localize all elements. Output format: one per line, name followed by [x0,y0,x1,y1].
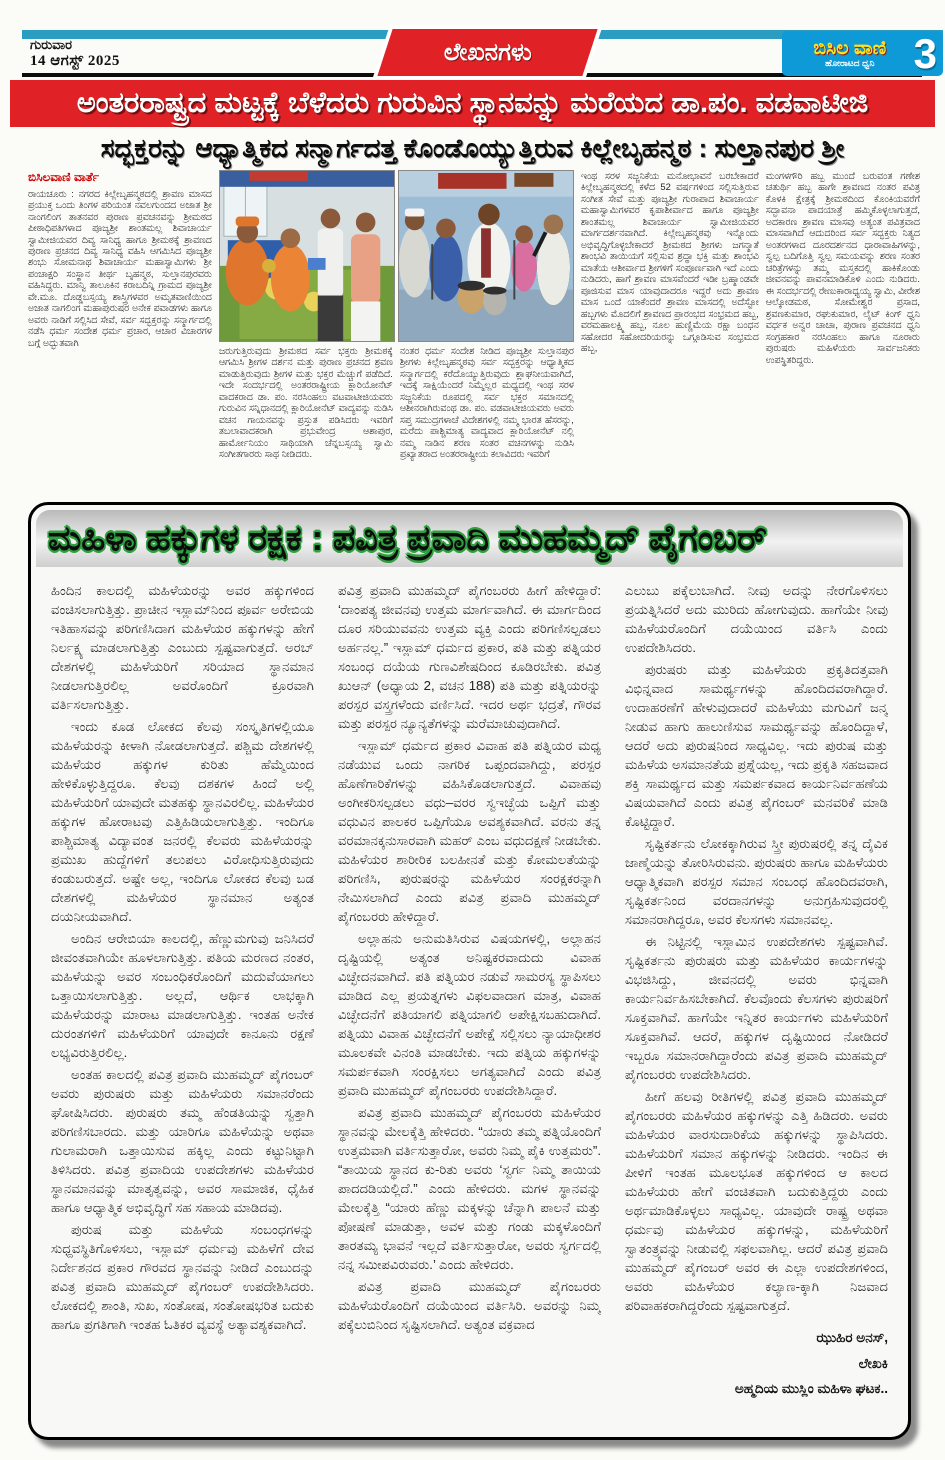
article2-col2-para: ಇಸ್ಲಾಮ್ ಧರ್ಮದ ಪ್ರಕಾರ ವಿವಾಹ ಪತಿ ಪತ್ನಿಯರ ಮಧ್ಯ ನಡೆಯುವ ಒಂದು ನಾಗರಿಕ ಒಪ್ಪಂದವಾಗಿದ್ದು, ಪರಸ್ಪರ ಹೊಣೆಗಾರಿಕೆಗಳನ್ನು ವಹಿಸಿಕೊಡಲಾಗುತ್ತದೆ. ವಿವಾಹವು ಅಂಗೀಕರಿಸಲ್ಪಡಲು ವಧು–ವರರ ಸ್ವಇಚ್ಛೆಯ ಒಪ್ಪಿಗೆ ಮತ್ತು ವಧುವಿನ ಪಾಲಕರ ಒಪ್ಪಿಗೆಯೂ ಅವಶ್ಯಕವಾಗಿದೆ. ವರನು ತನ್ನ ವರಮಾನಕ್ಕನುಸಾರವಾಗಿ ಮಹರ್ ಎಂಬ ವಧುದಕ್ಷಣೆ ನೀಡಬೇಕು. ಮಹಿಳೆಯರ ಶಾರೀರಿಕ ಬಲಹೀನತೆ ಮತ್ತು ಕೋಮಲತೆಯನ್ನು ಪರಿಗಣಿಸಿ, ಪುರುಷರನ್ನು ಮಹಿಳೆಯರ ಸಂರಕ್ಷಕರನ್ನಾಗಿ ನೇಮಿಸಲಾಗಿದೆ ಎಂದು ಪವಿತ್ರ ಪ್ರವಾದಿ ಮುಹಮ್ಮದ್ ಪೈಗಂಬರರು ಹೇಳಿದ್ದಾರೆ. [338,738,601,924]
article1-column-1-text: ರಾಯಚೂರು : ನಗರದ ಕಿಲ್ಲೇಬೃಹನ್ಮಠದಲ್ಲಿ ಶ್ರಾವಣ ಮಾಸದ ಪ್ರಯುಕ್ತ ಒಂದು ತಿಂಗಳ ಪರಿಯಂತ ನವಲಗುಂದದ ಅಜಾತ ಶ್ರೀ ನಾಂಗಲಿಂಗ ತಾತನವರ ಪುರಾಣ ಪ್ರವಚನವನ್ನು ಶ್ರೀಮಠದ ಪೀಠಾಧಿಪತಿಗಳಾದ ಪೂಜ್ಯಶ್ರೀ ಶಾಂತಮಲ್ಲ ಶಿವಾಚಾರ್ಯ ಸ್ವಾಮೀಜಿಯವರ ದಿವ್ಯ ಸಾನಿಧ್ಯ ಹಾಗೂ ಶ್ರೀಮಠಕ್ಕೆ ಶ್ರಾವಣದ ಪುರಾಣ ಪ್ರಚನದ ದಿವ್ಯ ಸಾನಿಧ್ಯ ವಹಿಸಿ ಆಗಮಿಸಿದ ಪೂಜ್ಯಶ್ರೀ ಶಂಭು ಸೋಮನಾಥ ಶಿವಾಚಾರ್ಯ ಮಹಾಸ್ವಾಮಿಗಳು ಶ್ರೀ ಪಂಚಾಕ್ಷರಿ ಸಂಸ್ಥಾನ ತೀರ್ಥ ಬೃಹನ್ಮಠ, ಸುಲ್ತಾನಪುರವರು ವಹಿಸಿದ್ದರು. ಮಾನ್ವಿ ತಾಲೂಕಿನ ಕರಾಬದಿನ್ನಿ ಗ್ರಾಮದ ಪೂಜ್ಯಶ್ರೀ ವೇ.ಮೂ. ದೊಡ್ಡಬಸ್ಸಯ್ಯ ಶಾಸ್ತ್ರಿಗಳವರ ಅಮೃತವಾಣಿಯಿಂದ ಅಜಾತ ನಾಗಲಿಂಗ ಮಹಾಪುರುಷರ ಅನೇಕ ಪವಾಡಗಳು ಹಾಗೂ ಅವರು ನಾಡಿಗೆ ಸಲ್ಲಿಸಿದ ಸೇವೆ, ಸರ್ವ ಸದ್ಭಕ್ತರನ್ನು ಸನ್ಮಾರ್ಗದಲ್ಲಿ ನಡೆಸಿ ಧರ್ಮ ಸಂದೇಶ ಧರ್ಮ ಪ್ರಚಾರ, ಆಚಾರ ವಿಚಾರಗಳ ಬಗ್ಗೆ ಅದ್ಭುತವಾಗಿ [28,187,212,348]
article2-signature [625,1325,888,1402]
article1-headline: ಅಂತರರಾಷ್ಟ್ರದ ಮಟ್ಟಕ್ಕೆ ಬೆಳೆದರು ಗುರುವಿನ ಸ್ಥಾನವನ್ನು ಮರೆಯದ ಡಾ.ಪಂ. ವಡವಾಟೀಜಿ [76,87,869,119]
article1-column-1 [28,170,212,492]
article1-column-2-text: ಜರುಗುತ್ತಿರುವುದು ಶ್ರೀಮಠದ ಸರ್ವ ಭಕ್ತರು ಶ್ರೀಮಠಕ್ಕೆ ಆಗಮಿಸಿ ಶ್ರೀಗಳ ದರ್ಶನ ಮತ್ತು ಪುರಾಣ ಪ್ರಚನದ ಶ್ರವಣ ಮಾಡುತ್ತಿರುವುದು ಶ್ರೀಗಳ ಮತ್ತು ಭಕ್ತರ ಮೆಚ್ಚುಗೆ ಪಡೆದಿದೆ. ಇದೇ ಸಂದರ್ಭದಲ್ಲಿ ಅಂತರರಾಷ್ಟ್ರೀಯ ಕ್ಲಾರಿಯೋನೆಟ್ ವಾದಕರಾದ ಡಾ. ಪಂ. ನರಸಿಂಹಲು ವಟವಾಟೀಜಿಯವರು ಗುರುವಿನ ಸನ್ನಿಧಾನದಲ್ಲಿ ಕ್ಲಾರಿಯೋನೆಟ್ ವಾದ್ಯವನ್ನು ನುಡಿಸಿ ವಚನ ಗಾಯನವನ್ನು ಪ್ರಸ್ತುತ ಪಡಿಸಿದರು ಇವರಿಗೆ ತಬಲಾವಾದಕರಾಗಿ ಪ್ರಭುವೇಂದ್ರ ಆಶಾಪುರ, ಹಾರ್ಮೋನಿಯಂ ಸಾಥಿಯಾಗಿ ಚೆನ್ನಬಸ್ಸಯ್ಯ ಸ್ವಾಮಿ ಸಂಗೀತಗಾರರು ಸಾಥ ನೀಡಿದರು. [218,345,393,460]
signature-role: ಲೇಖಕಿ [858,1355,888,1371]
article1-column-3-text: ನಂತರ ಧರ್ಮ ಸಂದೇಶ ನೀಡಿದ ಪೂಜ್ಯಶ್ರೀ ಸುಲ್ತಾನಪುರ ಶ್ರೀಗಳು ಕಿಲ್ಲೇಬೃಹನ್ಮಠವು ಸರ್ವ ಸದ್ಭಕ್ತರನ್ನು ಆಧ್ಯಾತ್ಮಿಕದ ಸನ್ಮಾರ್ಗದಲ್ಲಿ ಕರೆದೊಯ್ಯುತ್ತಿರುವುದು ಶ್ಲಾಘನೀಯವಾಗಿದೆ, ಇದಕ್ಕೆ ಸಾಕ್ಷಿಯೆಂದರೆ ನಿಮ್ಮೆಲ್ಲರ ಮಧ್ಯದಲ್ಲಿ ಇಂಥ ಸರಳ ಸಜ್ಜನಿಕೆಯ ರೂಪದಲ್ಲಿ ಸರ್ವ ಭಕ್ತರ ಸಮಾನದಲ್ಲಿ ಆಶೀನರಾಗಿರುವಂಥ ಡಾ. ಪಂ. ವಡವಾಟೀಜಿಯವರು ಅವರು ಸಪ್ತ ಸಮುದ್ರಗಳಾಚೆ ವಿದೇಶಗಳಲ್ಲಿ ನಮ್ಮ ಭಾರತ ಹೆಸರನ್ನು, ಮರೆದು ಪಾಶ್ಚಿಮಾತ್ಯ ವಾದ್ಯವಾದ ಕ್ಲಾರಿಯೋನೆಟ್ ನಲ್ಲಿ ನಮ್ಮ ನಾಡಿನ ಶರಣ ಸಂತರ ವಚನಗಳನ್ನು ನುಡಿಸಿ ಪ್ರಖ್ಯಾತರಾದ ಅಂತರರಾಷ್ಟ್ರೀಯ ಕಲಾವಿದರು ಇವರಿಗೆ [399,345,574,460]
article1-column-5-text: ಮಂಗಳಗೌರಿ ಹಬ್ಬ ಮುಂದೆ ಬರುವಂತ ಗಣೇಶ ಚತುರ್ಥಿ ಹಬ್ಬ ಹಾಗೇ ಶ್ರಾವಣದ ನಂತರ ಪವಿತ್ರ ಕೊಳಕಿ ಕ್ಷೇತ್ರಕ್ಕೆ ಶ್ರೀಮಠದಿಂದ ಕೊಂಕಿಯವರೆಗೆ ಸದ್ಭಾವನಾ ಪಾದಯಾತ್ರೆ ಹಮ್ಮಿಕೊಳ್ಳಲಾಗುತ್ತದೆ, ಅದಕಾರಣ ಶ್ರಾವಣ ಮಾಸವು ಅತ್ಯಂತ ಪವಿತ್ರವಾದ ಮಾಸವಾಗಿದೆ ಆದುದರಿಂದ ಸರ್ವ ಸದ್ಭಕ್ತರು ನಿತ್ಯದ ಅಂತರಗಳಾದ ದೂರದರ್ಶನದ ಧಾರಾವಾಹಿಗಳನ್ನು, ಸ್ವಲ್ಪ ಬದಿಗೊತ್ತಿ ಸ್ವಲ್ಪ ಸಮಯವನ್ನು ಶರಣ ಸಂತರ ಚರಿತ್ರೆಗಳನ್ನು ತಮ್ಮ ಮಸ್ತಕದಲ್ಲಿ ಹಾಕಿಕೊಂಡು ಜೀವನವನ್ನು ಪಾವನಮಾಡಿಕೊಳಿ ಎಂದು ನುಡಿದರು. ಈ ಸಂದರ್ಭದಲ್ಲಿ ರೇಣುಕಾರಾಧ್ಯಯ್ಯ ಸ್ವಾಮಿ, ವೀರೇಶ ಆಲ್ಕೋಡಮಠ, ಸೋಮೇಶ್ವರ ಪ್ರಸಾದ, ಶ್ರವಣಕುಮಾರ, ರಘುಕುಮಾರ, ಲೈಟ್ ಕಿಂಗ್ ಧ್ವನಿ ವರ್ಧಕ ಅನ್ವರ ಚಾಚಾ, ಪುರಾಣ ಪ್ರವಚನದ ಧ್ವನಿ ಸಂಗ್ರಹಕಾರ ನರಸಿಂಹಲು ಹಾಗೂ ನೂರಾರು ಪುರುಷರು ಮಹಿಳೆಯರು ಸಾರ್ವಜನಿಕರು ಉಪಸ್ಥಿತರಿದ್ದರು. [765,170,920,365]
article2-column-3 [625,581,888,1421]
article2-col2-para: ಪವಿತ್ರ ಪ್ರವಾದಿ ಮುಹಮ್ಮದ್ ಪೈಗಂಬರರು ಮಹಿಳೆಯರೊಂದಿಗೆ ದಯೆಯಿಂದ ವರ್ತಿಸಿರಿ. ಅವರನ್ನು ನಿಮ್ಮ ಪಕ್ಕೆಲುಬಿನಿಂದ ಸೃಷ್ಟಿಸಲಾಗಿದೆ. ಅತ್ಯಂತ ವಕ್ರವಾದ [338,1279,601,1332]
weekday-label: ಗುರುವಾರ [30,37,72,52]
masthead-tagline: ಹೋರಾಟದ ಧ್ವನಿ [825,57,875,68]
article2-col2-para: ಅಲ್ಲಾಹನು ಅನುಮತಿಸಿರುವ ವಿಷಯಗಳಲ್ಲಿ, ಅಲ್ಲಾಹನ ದೃಷ್ಟಿಯಲ್ಲಿ ಅತ್ಯಂತ ಅನಿಷ್ಟಕರವಾದುದು ವಿವಾಹ ವಿಚ್ಛೇದನವಾಗಿದೆ. ಪತಿ ಪತ್ನಿಯರ ನಡುವೆ ಸಾಮರಸ್ಯ ಸ್ಥಾಪಿಸಲು ಮಾಡಿದ ಎಲ್ಲ ಪ್ರಯತ್ನಗಳು ವಿಫಲವಾದಾಗ ಮಾತ್ರ, ವಿವಾಹ ವಿಚ್ಛೇದನೆಗೆ ಪತಿಯಾಗಲಿ ಪತ್ನಿಯಾಗಲಿ ಅಪೇಕ್ಷಿಸಬಹುದಾಗಿದೆ. ಪತ್ನಿಯು ವಿವಾಹ ವಿಚ್ಛೇದನೆಗೆ ಅಪೇಕ್ಷೆ ಸಲ್ಲಿಸಲು ನ್ಯಾಯಾಧೀಶರ ಮೂಲಕವೇ ವಿನಂತಿ ಮಾಡಬೇಕು. ಇದು ಪತ್ನಿಯ ಹಕ್ಕುಗಳನ್ನು ಸಮರ್ಪಕವಾಗಿ ಸಂರಕ್ಷಿಸಲು ಅಗತ್ಯವಾಗಿದೆ ಎಂದು ಪವಿತ್ರ ಪ್ರವಾದಿ ಮುಹಮ್ಮದ್ ಪೈಗಂಬರರು ಉಪದೇಶಿಸಿದ್ದಾರೆ. [338,931,601,1098]
article1-middle [219,170,574,492]
article1-subheadline-row [14,129,931,169]
article2-col1-para: ಪುರುಷ ಮತ್ತು ಮಹಿಳೆಯ ಸಂಬಂಧಗಳನ್ನು ಸುಧ್ದವಸ್ಥಿತಿಗೊಳಿಸಲು, ಇಸ್ಲಾಮ್ ಧರ್ಮವು ಮಹಿಳೆಗೆ ದೇವ ನಿರ್ದೇಶನದ ಪ್ರಕಾರ ಗೌರವದ ಸ್ಥಾನವನ್ನು ನೀಡಿದೆ ಎಂಬುದನ್ನು ಪವಿತ್ರ ಪ್ರವಾದಿ ಮುಹಮ್ಮದ್ ಪೈಗಂಬರ್ ಉಪದೇಶಿಸಿದರು. ಲೋಕದಲ್ಲಿ ಶಾಂತಿ, ಸುಖ, ಸಂತೋಷ, ಸಂತೋಷಭರಿತ ಬದುಕು ಹಾಗೂ ಪ್ರಗತಿಗಾಗಿ ಇಂತಹ ಓತಿಕರ ವ್ಯವಸ್ಥೆ ಅತ್ಯಾವಶ್ಯಕವಾಗಿದೆ. [51,1222,314,1332]
photo-book-presentation [219,170,395,342]
article2-col1-para: ಹಿಂದಿನ ಕಾಲದಲ್ಲಿ ಮಹಿಳೆಯರನ್ನು ಅವರ ಹಕ್ಕುಗಳಿಂದ ವಂಚಿಸಲಾಗುತ್ತಿತ್ತು. ಪ್ರಾಚೀನ ಇಸ್ಲಾಮ್‌ನಿಂದ ಪೂರ್ವ ಅರೇಬಿಯ ಇತಿಹಾಸವನ್ನು ಪರಿಗಣಿಸಿದಾಗ ಮಹಿಳೆಯರ ಹಕ್ಕುಗಳನ್ನು ಹೇಗೆ ನಿರ್ಲಕ್ಷ್ಯ ಮಾಡಲಾಗುತ್ತಿತ್ತು ಎಂಬುದು ಸ್ಪಷ್ಟವಾಗುತ್ತದೆ. ಅರಬ್ ದೇಶಗಳಲ್ಲಿ ಮಹಿಳೆಯರಿಗೆ ಸರಿಯಾದ ಸ್ಥಾನಮಾನ ನೀಡಲಾಗುತ್ತಿರಲಿಲ್ಲ ಅವರೊಂದಿಗೆ ಕ್ರೂರವಾಗಿ ವರ್ತಿಸಲಾಗುತ್ತಿತ್ತು. [51,583,314,712]
article2-col3-para: ಎಲುಬು ಪಕ್ಕೆಲುಬಾಗಿದೆ. ನೀವು ಅದನ್ನು ನೇರಗೊಳಿಸಲು ಪ್ರಯತ್ನಿಸಿದರೆ ಅದು ಮುರಿದು ಹೋಗುವುದು. ಹಾಗೆಯೇ ನೀವು ಮಹಿಳೆಯರೊಂದಿಗೆ ದಯೆಯಿಂದ ವರ್ತಿಸಿ ಎಂದು ಉಪದೇಶಿಸಿದರು. [625,583,888,655]
article1-body [28,170,920,492]
date-label: 14 ಆಗಸ್ಟ್ 2025 [30,52,120,69]
article2-col2-para: ಪವಿತ್ರ ಪ್ರವಾದಿ ಮುಹಮ್ಮದ್ ಪೈಗಂಬರರು ಹೀಗೆ ಹೇಳಿದ್ದಾರೆ: ‘ದಾಂಪತ್ಯ ಜೀವನವು ಉತ್ತಮ ಮಾರ್ಗವಾಗಿದೆ. ಈ ಮಾರ್ಗದಿಂದ ದೂರ ಸರಿಯುವವನು ಉತ್ತಮ ವ್ಯಕ್ತಿ ಎಂದು ಪರಿಗಣಿಸಲ್ಪಡಲು ಅರ್ಹನಲ್ಲ.” ಇಸ್ಲಾಮ್ ಧರ್ಮದ ಪ್ರಕಾರ, ಪತಿ ಮತ್ತು ಪತ್ನಿಯರ ಸಂಬಂಧ ದಯೆಯ ಗುಣವಿಶೇಷದಿಂದ ಕೂಡಿರಬೇಕು. ಪವಿತ್ರ ಖುಆನ್ (ಅಧ್ಯಾಯ 2, ವಚನ 188) ಪತಿ ಮತ್ತು ಪತ್ನಿಯರನ್ನು ಪರಸ್ಪರ ವಸ್ತ್ರಗಳೆಂದು ವರ್ಣಿಸಿದೆ. ಇದರ ಅರ್ಥ ಭದ್ರತೆ, ಗೌರವ ಮತ್ತು ಪರಸ್ಪರ ನ್ಯೂನ್ಯತೆಗಳನ್ನು ಮರೆಮಾಚುವುದಾಗಿದೆ. [338,583,601,731]
article1-headline-bar [10,80,935,127]
section-banner-label: ಲೇಖನಗಳು [443,38,532,66]
article1-column-4-text: ಇಂಥ ಸರಳ ಸಜ್ಜನಿಕೆಯ ಮನೋಭಾವನೆ ಬರಬೇಕಾದರೆ ಕಿಲ್ಲೇಬೃಹನ್ಮಠದಲ್ಲಿ ಕಳೆದ 52 ವರ್ಷಗಳಿಂದ ಸಲ್ಲಿಸುತ್ತಿರುವ ಸಂಗೀತ ಸೇವೆ ಮತ್ತು ಪೂಜ್ಯಶ್ರೀ ಗುರಾಪಾದ ಶಿವಾಚಾರ್ಯ ಮಹಾಸ್ವಾಮಿಗಳವರ ಕೃಪಾಶೀರ್ವಾದ ಹಾಗೂ ಪೂಜ್ಯಶ್ರೀ ಶಾಂತಮಲ್ಲ ಶಿವಾಚಾರ್ಯ ಸ್ವಾಮೀಜಿಯವರ ಮಾರ್ಗದರ್ಶನವಾಗಿದೆ. ಕಿಲ್ಲೇಬೃಹನ್ಮಠವು ಇನ್ನೊಂದು ಅಭಿವೃದ್ಧಿಗೊಳ್ಳಬೇಕಾದರೆ ಶ್ರೀಮಠದ ಶ್ರೀಗಳು ಜಗನ್ಮಾತೆ ಶಾಂಭವಿ ತಾಯಿಯಗೆ ಸಲ್ಲಿಸುವ ಶ್ರದ್ಧಾ ಭಕ್ತಿ ಮತ್ತು ಶಾಂಭವಿ ಮಾತೆಯ ಆಶೀರ್ವಾದ ಶ್ರೀಗಳಿಗೆ ಸಂಪೂರ್ಣವಾಗಿ ಇದೆ ಎಂದು ನುಡಿದರು, ಹಾಗೆ ಶ್ರಾವಣ ಮಾಸವೆಂದರೆ ಇಡೀ ಬ್ರಹ್ಮಾಂಡವೇ ಪೂಜಿಸುವ ಮಾಸ ಯಾವುದಾದರೂ ಇದ್ದರೆ ಅದು ಶ್ರಾವಣ ಮಾಸ ಒಂದೆ ಯಾಕೆಂದರೆ ಶ್ರಾವಣ ಮಾಸದಲ್ಲಿ ಅದೆಸ್ಟೋ ಹಬ್ಬಗಳು ಮೊದಲಿಗೆ ಶ್ರಾವಣದ ಪ್ರಾರಂಭದ ಸಂಭ್ರಮದ ಹಬ್ಬ, ವರಮಹಾಲಕ್ಷ್ಮಿ ಹಬ್ಬ, ನೂಲ ಹುಣ್ಣಿಮೆಯ ರಕ್ಷಾ ಬಂಧನ ಸಹೋದರ ಸಹೋದರಿಯರನ್ನು ಒಗ್ಗೂಡಿಸುವ ಸಂಭ್ರಮದ ಹಬ್ಬ, [580,170,759,354]
photo-musicians [398,170,574,342]
article1-photos [219,170,574,342]
article2-col3-para: ಹೀಗೆ ಹಲವು ರೀತಿಗಳಲ್ಲಿ ಪವಿತ್ರ ಪ್ರವಾದಿ ಮುಹಮ್ಮದ್ ಪೈಗಂಬರರು ಮಹಿಳೆಯರ ಹಕ್ಕುಗಳನ್ನು ಎತ್ತಿ ಹಿಡಿದರು. ಅವರು ಮಹಿಳೆಯರ ವಾರಸುದಾರಿಕೆಯ ಹಕ್ಕುಗಳನ್ನು ಸ್ಥಾಪಿಸಿದರು. ಮಹಿಳೆಯರಿಗೆ ಸಮಾನ ಹಕ್ಕುಗಳನ್ನು ನೀಡಿದರು. ಇಂದಿನ ಈ ಪೀಳಿಗೆ ಇಂತಹ ಮೂಲಭೂತ ಹಕ್ಕುಗಳಿಂದ ಆ ಕಾಲದ ಮಹಿಳೆಯರು ಹೇಗೆ ವಂಚಿತವಾಗಿ ಬದುಕುತ್ತಿದ್ದರು ಎಂದು ಅರ್ಥಮಾಡಿಕೊಳ್ಳಲು ಸಾಧ್ಯವಿಲ್ಲ. ಯಾವುದೇ ರಾಷ್ಟ್ರ ಅಥವಾ ಧರ್ಮವು ಮಹಿಳೆಯರ ಹಕ್ಕುಗಳನ್ನು, ಮಹಿಳೆಯರಿಗೆ ಸ್ವಾತಂತ್ರ್ಯವನ್ನು ನೀಡುವಲ್ಲಿ ಸಫಲವಾಗಿಲ್ಲ. ಆದರೆ ಪವಿತ್ರ ಪ್ರವಾದಿ ಮುಹಮ್ಮದ್ ಪೈಗಂಬರ್ ಅವರ ಈ ಎಲ್ಲಾ ಉಪದೇಶಗಳಿಂದ, ಅವರು ಮಹಿಳೆಯರ ಕಲ್ಯಾಣ-ಕ್ಕಾಗಿ ನಿಜವಾದ ಪರಿವಾಹಕರಾಗಿದ್ದರೆಂದು ಸ್ಪಷ್ಟವಾಗುತ್ತದೆ. [625,1089,888,1313]
date-block [30,38,120,70]
signature-name: ಝುಹಿರ ಅನಸ್, [816,1330,888,1345]
article1-byline: ಬಿಸಿಲವಾಣಿ ವಾರ್ತೆ [28,170,99,184]
article2-col3-para: ಪುರುಷರು ಮತ್ತು ಮಹಿಳೆಯರು ಪ್ರಕೃತಿದತ್ತವಾಗಿ ವಿಭಿನ್ನವಾದ ಸಾಮರ್ಥ್ಯಗಳನ್ನು ಹೊಂದಿದವರಾಗಿದ್ದಾರೆ. ಉದಾಹರಣೆಗೆ ಹೇಳುವುದಾದರೆ ಮಹಿಳೆಯು ಮಗುವಿಗೆ ಜನ್ಮ ನೀಡುವ ಹಾಗು ಹಾಲುಣಿಸುವ ಸಾಮರ್ಥ್ಯವನ್ನು ಹೊಂದಿದ್ದಾಳೆ, ಆದರೆ ಅದು ಪುರುಷನಿಂದ ಸಾಧ್ಯವಿಲ್ಲ. ಇದು ಪುರುಷ ಮತ್ತು ಮಹಿಳೆಯ ಅಸಮಾನತೆಯ ಪ್ರಶ್ನೆಯಲ್ಲ, ಇದು ಪ್ರಕೃತಿ ಸಹಜವಾದ ಶಕ್ತಿ ಸಾಮರ್ಥ್ಯದ ಮತ್ತು ಸಮರ್ಪಕವಾದ ಕಾರ್ಯನಿರ್ವಹಣೆಯ ವಿಷಯವಾಗಿದೆ ಎಂದು ಪವಿತ್ರ ಪೈಗಂಬರ್ ಮನವರಿಕೆ ಮಾಡಿ ಕೊಟ್ಟಿದ್ದಾರೆ. [625,662,888,829]
article1-column-5 [766,170,920,492]
article2-box [28,502,911,1440]
article1-subheadline: ಸದ್ಭಕ್ತರನ್ನು ಆಧ್ಯಾತ್ಮಿಕದ ಸನ್ಮಾರ್ಗದತ್ತ ಕೊಂಡೊಯ್ಯುತ್ತಿರುವ ಕಿಲ್ಲೇಬೃಹನ್ಮಠ : ಸುಲ್ತಾನಪುರ ಶ್ರೀ [100,133,845,163]
masthead [782,31,943,76]
section-banner [377,29,597,76]
article2-column-1 [51,581,314,1421]
article1-column-4 [581,170,759,492]
article1-column-2 [219,345,393,491]
masthead-title: ಬಿಸಿಲ ವಾಣಿ [813,37,887,59]
article2-col1-para: ಅಂತಹ ಕಾಲದಲ್ಲಿ ಪವಿತ್ರ ಪ್ರವಾದಿ ಮುಹಮ್ಮದ್ ಪೈಗಂಬರ್ ಅವರು ಪುರುಷರು ಮತ್ತು ಮಹಿಳೆಯರು ಸಮಾನರೆಂದು ಘೋಷಿಸಿದರು. ಪುರುಷರು ತಮ್ಮ ಹೆಂಡತಿಯನ್ನು ಸ್ವತ್ತಾಗಿ ಪರಿಗಣಿಸಬಾರದು. ಮತ್ತು ಯಾರಿಗೂ ಮಹಿಳೆಯನ್ನು ಅಥವಾ ಗುಲಾಮರಾಗಿ ಒತ್ತಾಯಿಸುವ ಹಕ್ಕಿಲ್ಲ ಎಂದು ಕಟ್ಟುನಿಟ್ಟಾಗಿ ತಿಳಿಸಿದರು. ಪವಿತ್ರ ಪ್ರವಾದಿಯ ಉಪದೇಶಗಳು ಮಹಿಳೆಯರ ಸ್ಥಾನಮಾನವನ್ನು ಮಾತೃತ್ವವನ್ನು, ಅವರ ಸಾಮಾಜಿಕ, ಧೈಹಿಕ ಹಾಗೂ ಆಧ್ಯಾತ್ಮಿಕ ಅಭಿವೃದ್ಧಿಗೆ ಸಹ ಸಹಾಯ ಮಾಡಿದವು. [51,1067,314,1215]
article2-col2-para: ಪವಿತ್ರ ಪ್ರವಾದಿ ಮುಹಮ್ಮದ್ ಪೈಗಂಬರರು ಮಹಿಳೆಯರ ಸ್ಥಾನವನ್ನು ಮೇಲಕ್ಕೆತ್ತಿ ಹೇಳಿದರು. “ಯಾರು ತಮ್ಮ ಪತ್ನಿಯೊಂದಿಗೆ ಉತ್ತಮವಾಗಿ ವರ್ತಿಸುತ್ತಾರೋ, ಅವರು ನಿಮ್ಮ ಪೈಕಿ ಉತ್ತಮರು”. “ತಾಯಿಯ ಸ್ಥಾನದ ಕು-ರಿತು ಅವರು ‘ಸ್ವರ್ಗ ನಿಮ್ಮ ತಾಯಿಯ ಪಾದದಡಿಯಲ್ಲಿದೆ.” ಎಂದು ಹೇಳಿದರು. ಮಗಳ ಸ್ಥಾನವನ್ನು ಮೇಲಕ್ಕೆತ್ತಿ “ಯಾರು ಹೆಣ್ಣು ಮಕ್ಕಳನ್ನು ಚೆನ್ನಾಗಿ ಪಾಲನೆ ಮತ್ತು ಪೋಷಣೆ ಮಾಡುತ್ತಾ, ಅವಳ ಮತ್ತು ಗಂಡು ಮಕ್ಕಳೊಂದಿಗೆ ತಾರತಮ್ಯ ಭಾವನೆ ಇಲ್ಲದೆ ವರ್ತಿಸುತ್ತಾರೋ, ಅವರು ಸ್ವರ್ಗದಲ್ಲಿ ನನ್ನ ಸಮೀಪವಿರುವರು.’ ಎಂದು ಹೇಳಿದರು. [338,1105,601,1272]
article2-headline: ಮಹಿಳಾ ಹಕ್ಕುಗಳ ರಕ್ಷಕ : ಪವಿತ್ರ ಪ್ರವಾದಿ ಮುಹಮ್ಮದ್ ಪೈಗಂಬರ್ [48,518,767,558]
article2-col1-para: ಅಂದಿನ ಆರೇಬಿಯಾ ಕಾಲದಲ್ಲಿ, ಹೆಣ್ಣುಮಗುವು ಜನಿಸಿದರೆ ಜೀವಂತವಾಗಿಯೇ ಹೂಳಲಾಗುತ್ತಿತ್ತು. ಪತಿಯ ಮರಣದ ನಂತರ, ಮಹಿಳೆಯನ್ನು ಅವರ ಸಂಬಂಧಿಕರೊಂದಿಗೆ ಮದುವೆಯಾಗಲು ಒತ್ತಾಯಿಸಲಾಗುತ್ತಿತ್ತು. ಅಲ್ಲದೆ, ಆರ್ಥಿಕ ಲಾಭಕ್ಕಾಗಿ ಮಹಿಳೆಯರನ್ನು ಮಾರಾಟ ಮಾಡಲಾಗುತ್ತಿತ್ತು. ಇಂತಹ ಅನೇಕ ದುರಂತಗಳಿಗೆ ಮಹಿಳೆಯರಿಗೆ ಯಾವುದೇ ಕಾನೂನು ರಕ್ಷಣೆ ಲಭ್ಯವಿರುತ್ತಿರಲಿಲ್ಲ. [51,931,314,1060]
article2-col3-para: ಈ ನಿಟ್ಟಿನಲ್ಲಿ ಇಸ್ಲಾಮಿನ ಉಪದೇಶಗಳು ಸ್ಪಷ್ಟವಾಗಿವೆ. ಸೃಷ್ಟಿಕರ್ತನು ಪುರುಷರು ಮತ್ತು ಮಹಿಳೆಯರ ಕಾರ್ಯಗಳನ್ನು ವಿಭಜಿಸಿದ್ದು, ಜೀವನದಲ್ಲಿ ಅವರು ಭಿನ್ನವಾಗಿ ಕಾರ್ಯನಿರ್ವಹಿಸಬೇಕಾಗಿದೆ. ಕೆಲವೊಂದು ಕೆಲಸಗಳು ಪುರುಷರಿಗೆ ಸೂಕ್ತವಾಗಿವೆ. ಹಾಗೆಯೇ ಇನ್ನಿತರ ಕಾರ್ಯಗಳು ಮಹಿಳೆಯರಿಗೆ ಸೂಕ್ತವಾಗಿವೆ. ಆದರೆ, ಹಕ್ಕುಗಳ ದೃಷ್ಟಿಯಿಂದ ನೋಡಿದರೆ ಇಬ್ಬರೂ ಸಮಾನರಾಗಿದ್ದಾರೆಂದು ಪವಿತ್ರ ಪ್ರವಾದಿ ಮುಹಮ್ಮದ್ ಪೈಗಂಬರರು ಉಪದೇಶಿಸಿದರು. [625,934,888,1082]
signature-org: ಅಹ್ಮದಿಯ ಮುಸ್ಲಿಂ ಮಹಿಳಾ ಘಟಕ.. [734,1381,888,1397]
article1-column-3 [400,345,574,491]
page-number: 3 [913,29,937,77]
article2-headline-strip [36,510,903,567]
article2-body [31,567,908,1421]
article2-col3-para: ಸೃಷ್ಟಿಕರ್ತನು ಲೋಕಕ್ಕಾಗಿರುವ ಸ್ತ್ರೀ ಪುರುಷರಲ್ಲಿ ತನ್ನ ದೈವಿಕ ಜಾಣ್ಮೆಯನ್ನು ತೋರಿಸಿರುವನು. ಪುರುಷರು ಹಾಗೂ ಮಹಿಳೆಯರು ಆಧ್ಯಾತ್ಮಿಕವಾಗಿ ಪರಸ್ಪರ ಸಮಾನ ಸಂಬಂಧ ಹೊಂದಿದವರಾಗಿ, ಸೃಷ್ಟಿಕರ್ತನಿಂದ ವರದಾನಗಳನ್ನು ಅನುಗ್ರಹಿಸುವುದರಲ್ಲಿ ಸಮಾನರಾಗಿದ್ದರೂ, ಅವರ ಕೆಲಸಗಳು ಸಮಾನವಲ್ಲ. [625,836,888,927]
article2-column-2 [338,581,601,1421]
article2-col1-para: ಇಂದು ಕೂಡ ಲೋಕದ ಕೆಲವು ಸಂಸ್ಕೃತಿಗಳಲ್ಲಿಯೂ ಮಹಿಳೆಯರನ್ನು ಕೀಳಾಗಿ ನೋಡಲಾಗುತ್ತದೆ. ಪಶ್ಚಿಮ ದೇಶಗಳಲ್ಲಿ ಮಹಿಳೆಯರ ಹಕ್ಕುಗಳ ಕುರಿತು ಹೆಮ್ಮೆಯಿಂದ ಹೇಳಿಕೊಳ್ಳುತ್ತಿದ್ದರೂ. ಕೆಲವು ದಶಕಗಳ ಹಿಂದೆ ಅಲ್ಲಿ ಮಹಿಳೆಯರಿಗೆ ಯಾವುದೇ ಮತಹಕ್ಕು ಸ್ಥಾನವಿರಲಿಲ್ಲ. ಮಹಿಳೆಯರ ಹಕ್ಕುಗಳ ಹೋರಾಟವು ಎತ್ತಿಹಿಡಿಯಲಾಗುತ್ತಿತ್ತು. ಇಂದಿಗೂ ಪಾಶ್ಚಿಮಾತ್ಯ ವಿದ್ಯಾವಂತ ಜನರಲ್ಲಿ ಕೆಲವರು ಮಹಿಳೆಯರನ್ನು ಪ್ರಮುಖ ಹುದ್ದೆಗಳಿಗೆ ತಲುಪಲು ವಿರೋಧಿಸುತ್ತಿರುವುದು ಕಂಡುಬರುತ್ತದೆ. ಅಷ್ಟೇ ಅಲ್ಲ, ಇಂದಿಗೂ ಲೋಕದ ಕೆಲವು ಬಡ ದೇಶಗಳಲ್ಲಿ ಮಹಿಳೆಯರ ಸ್ಥಾನಮಾನ ಅತ್ಯಂತ ದಯನೀಯವಾಗಿದೆ. [51,719,314,924]
